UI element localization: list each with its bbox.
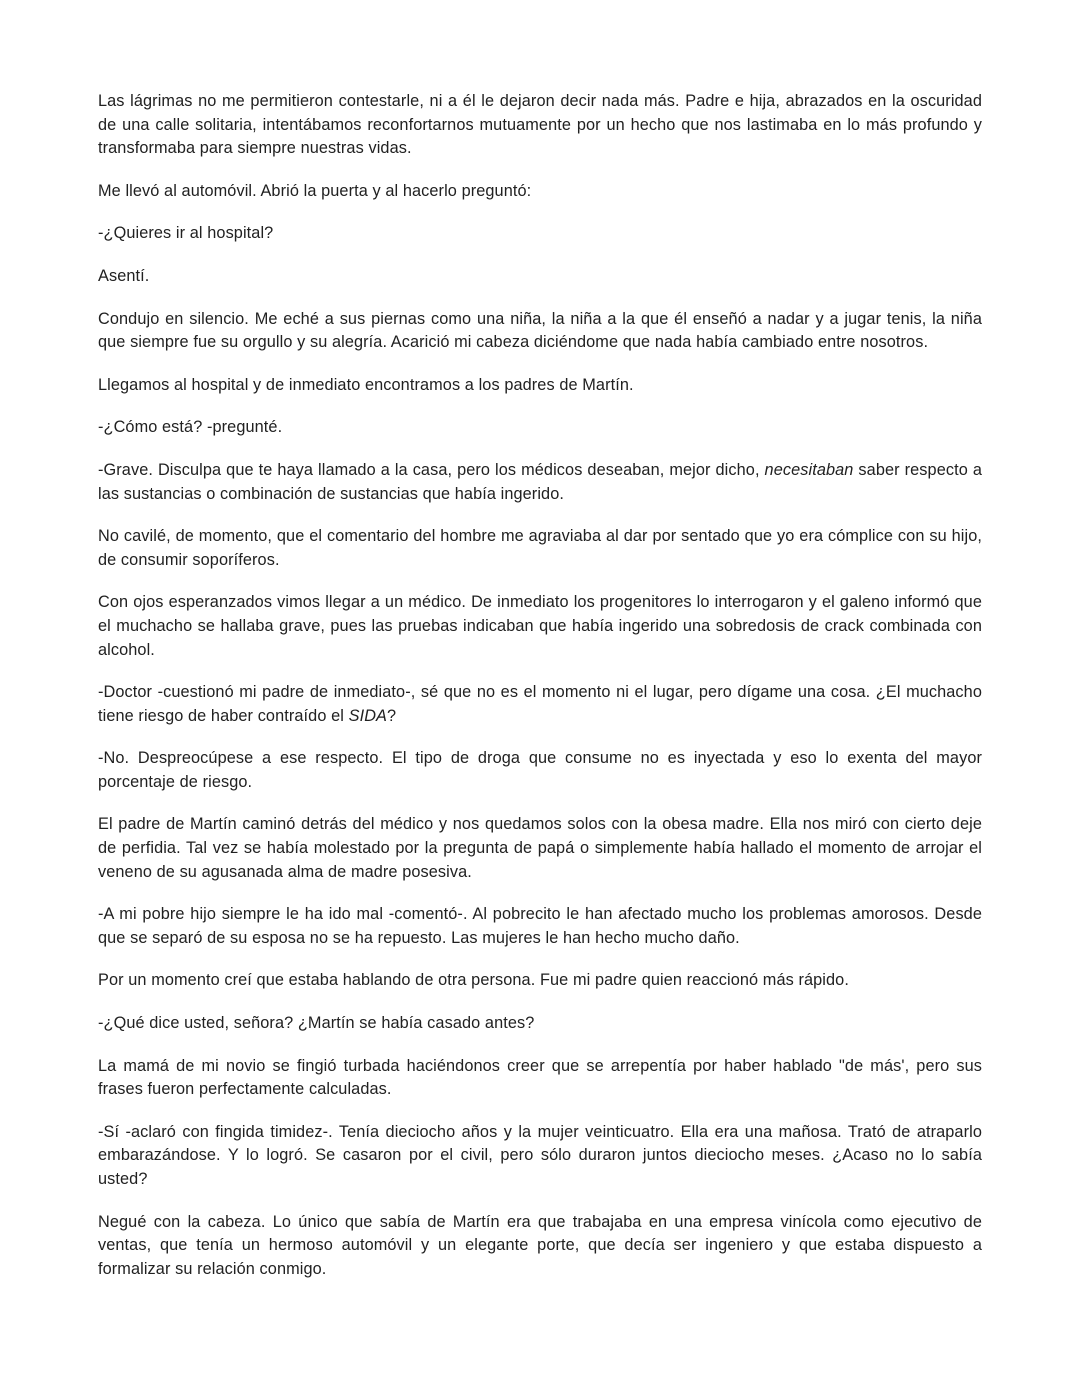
paragraph [98, 1055, 982, 1102]
paragraph [98, 459, 982, 506]
paragraph [98, 525, 982, 572]
paragraph [98, 416, 982, 440]
paragraph [98, 1121, 982, 1192]
text-segment: -¿Quieres ir al hospital? [98, 224, 274, 243]
text-segment: -A mi pobre hijo siempre le ha ido mal -comentó-. Al pobrecito le han afectado mucho los problemas amorosos. Desde que se separó de su esposa no se ha repuesto. Las mujeres le han hecho mucho daño. [98, 905, 982, 947]
text-segment: Con ojos esperanzados vimos llegar a un médico. De inmediato los progenitores lo interrogaron y el galeno informó que el muchacho se hallaba grave, pues las pruebas indicaban que había ingerido una sobredosis de crack combinada con alcohol. [98, 593, 982, 659]
paragraph [98, 222, 982, 246]
paragraph [98, 681, 982, 728]
text-segment: Negué con la cabeza. Lo único que sabía de Martín era que trabajaba en una empresa vinícola como ejecutivo de ventas, que tenía un hermoso automóvil y un elegante porte, que decía ser ingeniero y que estaba dispuesto a formalizar su relación conmigo. [98, 1212, 982, 1278]
paragraph [98, 591, 982, 662]
text-segment: Las lágrimas no me permitieron contestarle, ni a él le dejaron decir nada más. Padre e hija, abrazados en la oscuridad de una calle solitaria, intentábamos reconfortarnos mutuamente por un hecho que nos lastimaba en lo más profundo y transformaba para siempre nuestras vidas. [98, 92, 982, 158]
paragraph [98, 1211, 982, 1282]
text-segment: -¿Cómo está? -pregunté. [98, 418, 283, 437]
paragraph [98, 374, 982, 398]
paragraph [98, 813, 982, 884]
italic-text-segment: necesitaban [764, 460, 854, 479]
paragraph [98, 90, 982, 161]
text-segment: -Grave. Disculpa que te haya llamado a la casa, pero los médicos deseaban, mejor dicho, [98, 460, 765, 479]
text-segment: -¿Qué dice usted, señora? ¿Martín se había casado antes? [98, 1014, 535, 1033]
text-segment: Por un momento creí que estaba hablando de otra persona. Fue mi padre quien reaccionó más rápido. [98, 971, 849, 990]
text-segment: ? [387, 706, 397, 725]
text-segment: -No. Despreocúpese a ese respecto. El tipo de droga que consume no es inyectada y eso lo exenta del mayor porcentaje de riesgo. [98, 749, 982, 791]
text-segment: Me llevó al automóvil. Abrió la puerta y al hacerlo preguntó: [98, 181, 532, 200]
text-segment: saber respecto a las sustancias o combinación de sustancias que había ingerido. [98, 460, 982, 503]
paragraph [98, 308, 982, 355]
text-segment: -Sí -aclaró con fingida timidez-. Tenía dieciocho años y la mujer veinticuatro. Ella era una mañosa. Trató de atraparlo embarazándose. Y lo logró. Se casaron por el civil, pero sólo duraron juntos dieciocho meses. ¿Acaso no lo sabía usted? [98, 1122, 982, 1188]
text-segment: -Doctor -cuestionó mi padre de inmediato-, sé que no es el momento ni el lugar, pero dígame una cosa. ¿El muchacho tiene riesgo de haber contraído el [98, 683, 982, 725]
text-segment: El padre de Martín caminó detrás del médico y nos quedamos solos con la obesa madre. Ella nos miró con cierto deje de perfidia. Tal vez se había molestado por la pregunta de papá o simplemente había hallado el momento de arrojar el veneno de su agusanada alma de madre posesiva. [98, 815, 982, 881]
paragraph [98, 265, 982, 289]
paragraph [98, 903, 982, 950]
paragraph [98, 180, 982, 204]
text-segment: Llegamos al hospital y de inmediato encontramos a los padres de Martín. [98, 375, 634, 394]
text-segment: Condujo en silencio. Me eché a sus piernas como una niña, la niña a la que él enseñó a nadar y a jugar tenis, la niña que siempre fue su orgullo y su alegría. Acarició mi cabeza diciéndome que nada había cambiado entre nosotros. [98, 309, 982, 352]
text-segment: Asentí. [98, 266, 150, 285]
paragraph [98, 969, 982, 993]
paragraph [98, 747, 982, 794]
paragraph [98, 1012, 982, 1036]
italic-text-segment: SIDA [348, 706, 388, 725]
text-segment: La mamá de mi novio se fingió turbada haciéndonos creer que se arrepentía por haber hablado "de más', pero sus frases fueron perfectamente calculadas. [98, 1056, 982, 1099]
text-segment: No cavilé, de momento, que el comentario del hombre me agraviaba al dar por sentado que yo era cómplice con su hijo, de consumir soporíferos. [98, 527, 982, 569]
text-body [98, 90, 982, 1281]
